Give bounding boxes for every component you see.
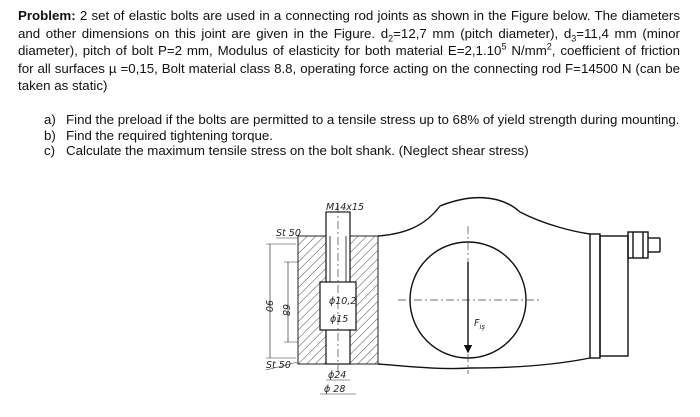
dimension-90: 90 (263, 300, 274, 313)
subscript-2: 2 (388, 33, 394, 44)
problem-text-2: =12,7 mm (pitch diameter), d (393, 25, 572, 41)
connecting-rod-outline (378, 198, 660, 369)
problem-statement (18, 7, 680, 95)
question-text: Find the preload if the bolts are permitted to a tensile stress up to 68% of yield strength during mounting. (66, 112, 680, 127)
question-label: c) (44, 143, 56, 159)
problem-label: Problem: (18, 8, 76, 23)
material-label-bottom: St 50 (266, 360, 291, 371)
question-b (44, 128, 684, 144)
material-label-top: St 50 (276, 228, 301, 239)
superscript-2: 2 (546, 41, 552, 52)
thread-dimension: M14x15 (326, 202, 364, 213)
diameter-15: ϕ15 (330, 314, 349, 325)
diameter-28: ϕ 28 (324, 384, 346, 395)
problem-text-4: N/mm (506, 43, 547, 59)
question-a (44, 112, 684, 128)
diameter-24: ϕ24 (328, 370, 347, 381)
superscript-5: 5 (501, 41, 507, 52)
diameter-10-2: ϕ10,2 (329, 296, 357, 307)
dimension-68: 68 (280, 304, 291, 317)
force-subscript: iş (479, 323, 486, 331)
question-text: Calculate the maximum tensile stress on the bolt shank. (Neglect shear stress) (66, 143, 529, 159)
question-text: Find the required tightening torque. (66, 127, 273, 143)
question-label: a) (44, 112, 56, 127)
question-label: b) (44, 127, 56, 143)
connecting-rod-figure (250, 196, 690, 412)
problem-text-1: 2 set of elastic bolts are used in a connecting rod joints as shown in the Figure below. The diameters and other dimensions on this joint are given in the Figure. d (18, 8, 680, 41)
problem-text-3: =11,4 mm (minor diameter), pitch of bolt P=2 mm, Modulus of elasticity for both material E=2,1.10 (18, 25, 680, 59)
subscript-3: 3 (571, 33, 577, 44)
question-c (44, 143, 684, 159)
problem-text-5: , coefficient of friction for all surfaces µ =0,15, Bolt material class 8.8, operating force acting on the connecting rod F=14500 N (can be taken as static) (18, 43, 680, 94)
question-list (44, 112, 684, 159)
force-label: $F_{iş}$ (474, 318, 486, 331)
